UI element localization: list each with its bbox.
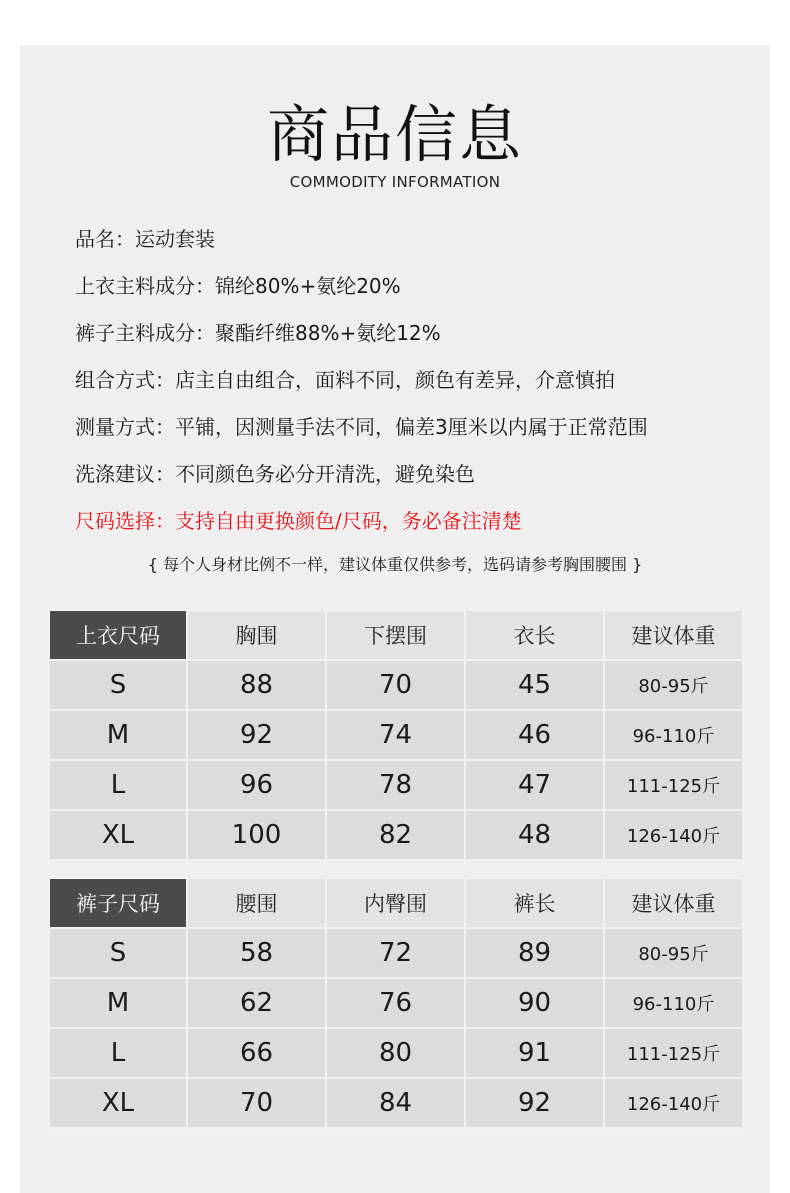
header-cell: 裤子尺码 [49, 878, 187, 928]
size-cell: XL [49, 1078, 187, 1128]
table-row [49, 760, 743, 810]
weight-cell: 111-125斤 [604, 760, 743, 810]
table-cell: 100 [187, 810, 326, 860]
header-cell: 建议体重 [604, 610, 743, 660]
table-cell: 92 [187, 710, 326, 760]
table-cell: 74 [326, 710, 465, 760]
table-cell: 62 [187, 978, 326, 1028]
size-cell: L [49, 760, 187, 810]
info-product-name: 品名：运动套装 [75, 227, 215, 251]
header-cell: 建议体重 [604, 878, 743, 928]
table-cell: 78 [326, 760, 465, 810]
info-combination: 组合方式：店主自由组合，面料不同，颜色有差异，介意慎拍 [75, 368, 615, 392]
table-cell: 70 [326, 660, 465, 710]
table-cell: 90 [465, 978, 604, 1028]
table-cell: 70 [187, 1078, 326, 1128]
table-cell: 45 [465, 660, 604, 710]
header-cell: 腰围 [187, 878, 326, 928]
table-cell: 84 [326, 1078, 465, 1128]
table-row [49, 1028, 743, 1078]
header-cell: 胸围 [187, 610, 326, 660]
weight-cell: 96-110斤 [604, 978, 743, 1028]
weight-cell: 96-110斤 [604, 710, 743, 760]
header-cell: 裤长 [465, 878, 604, 928]
table-cell: 66 [187, 1028, 326, 1078]
table-cell: 48 [465, 810, 604, 860]
page-title: 商品信息 [266, 98, 523, 171]
table-header-row [49, 610, 743, 660]
table-row [49, 928, 743, 978]
top-size-table [48, 609, 744, 861]
pants-size-table [48, 877, 744, 1129]
size-cell: M [49, 710, 187, 760]
info-size-selection: 尺码选择：支持自由更换颜色/尺码，务必备注清楚 [75, 509, 522, 533]
table-row [49, 810, 743, 860]
info-top-material: 上衣主料成分：锦纶80%+氨纶20% [75, 274, 401, 298]
header-cell: 内臀围 [326, 878, 465, 928]
weight-cell: 126-140斤 [604, 1078, 743, 1128]
size-cell: XL [49, 810, 187, 860]
page-subtitle: COMMODITY INFORMATION [289, 173, 501, 191]
size-cell: M [49, 978, 187, 1028]
table-cell: 58 [187, 928, 326, 978]
header-cell: 上衣尺码 [49, 610, 187, 660]
table-cell: 82 [326, 810, 465, 860]
table-cell: 91 [465, 1028, 604, 1078]
table-cell: 88 [187, 660, 326, 710]
table-row [49, 978, 743, 1028]
header-cell: 下摆围 [326, 610, 465, 660]
weight-cell: 111-125斤 [604, 1028, 743, 1078]
size-cell: L [49, 1028, 187, 1078]
table-cell: 47 [465, 760, 604, 810]
weight-cell: 80-95斤 [604, 660, 743, 710]
table-cell: 72 [326, 928, 465, 978]
table-cell: 46 [465, 710, 604, 760]
weight-cell: 80-95斤 [604, 928, 743, 978]
product-info-list [75, 216, 775, 545]
table-header-row [49, 878, 743, 928]
info-washing: 洗涤建议：不同颜色务必分开清洗，避免染色 [75, 462, 475, 486]
table-row [49, 1078, 743, 1128]
size-cell: S [49, 660, 187, 710]
table-cell: 92 [465, 1078, 604, 1128]
weight-cell: 126-140斤 [604, 810, 743, 860]
table-row [49, 710, 743, 760]
info-pants-material: 裤子主料成分：聚酯纤维88%+氨纶12% [75, 321, 441, 345]
table-row [49, 660, 743, 710]
table-cell: 80 [326, 1028, 465, 1078]
size-note: { 每个人身材比例不一样，建议体重仅供参考，选码请参考胸围腰围 } [147, 555, 643, 574]
header-cell: 衣长 [465, 610, 604, 660]
size-cell: S [49, 928, 187, 978]
table-cell: 76 [326, 978, 465, 1028]
info-measurement: 测量方式：平铺，因测量手法不同，偏差3厘米以内属于正常范围 [75, 415, 648, 439]
table-cell: 96 [187, 760, 326, 810]
table-cell: 89 [465, 928, 604, 978]
